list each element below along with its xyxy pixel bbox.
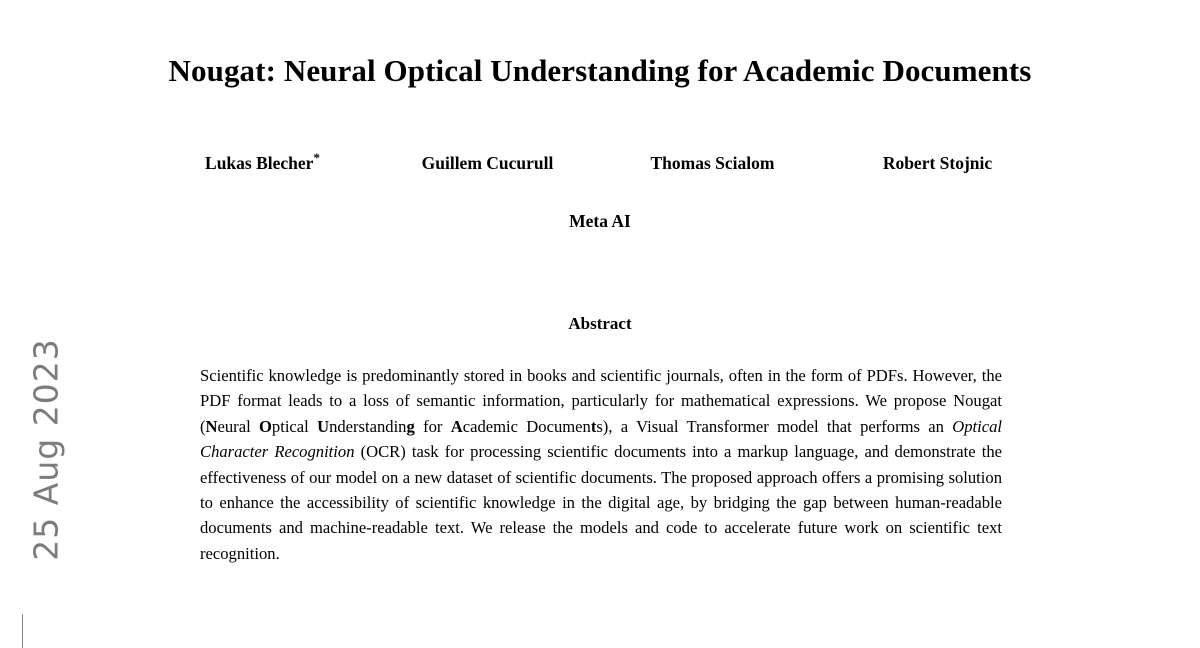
abstract-segment: nderstandin xyxy=(329,416,407,436)
abstract-segment: U xyxy=(317,416,330,436)
abstract-segment: cademic Documen xyxy=(462,416,591,436)
author-name: Thomas Scialom xyxy=(650,152,775,173)
abstract-segment: eural xyxy=(217,416,259,436)
author-name: Lukas Blecher xyxy=(205,152,314,173)
abstract-segment: Optical Character Recognition xyxy=(200,416,1003,462)
abstract-segment: ptical xyxy=(271,416,318,436)
author-footnote-mark: * xyxy=(313,150,320,165)
abstract-segment: g xyxy=(406,416,415,436)
abstract-body xyxy=(200,363,1002,566)
author-name: Guillem Cucurull xyxy=(421,152,554,173)
abstract-segment: s), a Visual Transformer model that performs an xyxy=(596,416,953,436)
author-entry xyxy=(375,150,600,174)
author-list xyxy=(150,150,1050,174)
abstract-segment: (OCR) task for processing scientific documents into a markup language, and demonstrate the effectiveness of our model on a new dataset of scientific documents. The proposed approach offers a promising solution to enhance the accessibility of scientific knowledge in the digital age, by bridging the gap between human-readable documents and machine-readable text. We release the models and code to accelerate future work on scientific text recognition. xyxy=(200,442,1002,563)
page-title: Nougat: Neural Optical Understanding for Academic Documents xyxy=(168,53,1032,88)
abstract-heading: Abstract xyxy=(568,314,632,333)
abstract-segment: Scientific knowledge is predominantly stored in books and scientific journals, often in the form of PDFs. However, the PDF format leads to a loss of semantic information, particularly for mathematical expressions. We propose Nougat ( xyxy=(200,366,1002,436)
abstract-segment: A xyxy=(450,416,463,436)
author-entry xyxy=(150,150,375,174)
abstract-segment: N xyxy=(205,416,218,436)
abstract-segment: for xyxy=(414,416,451,436)
author-entry xyxy=(600,150,825,174)
abstract-segment: O xyxy=(258,416,272,436)
abstract-segment: t xyxy=(590,416,597,436)
affiliation: Meta AI xyxy=(569,211,631,231)
author-name: Robert Stojnic xyxy=(882,152,993,173)
author-entry xyxy=(825,150,1050,174)
side-stamp-date: 25 Aug 2023 xyxy=(26,338,66,561)
